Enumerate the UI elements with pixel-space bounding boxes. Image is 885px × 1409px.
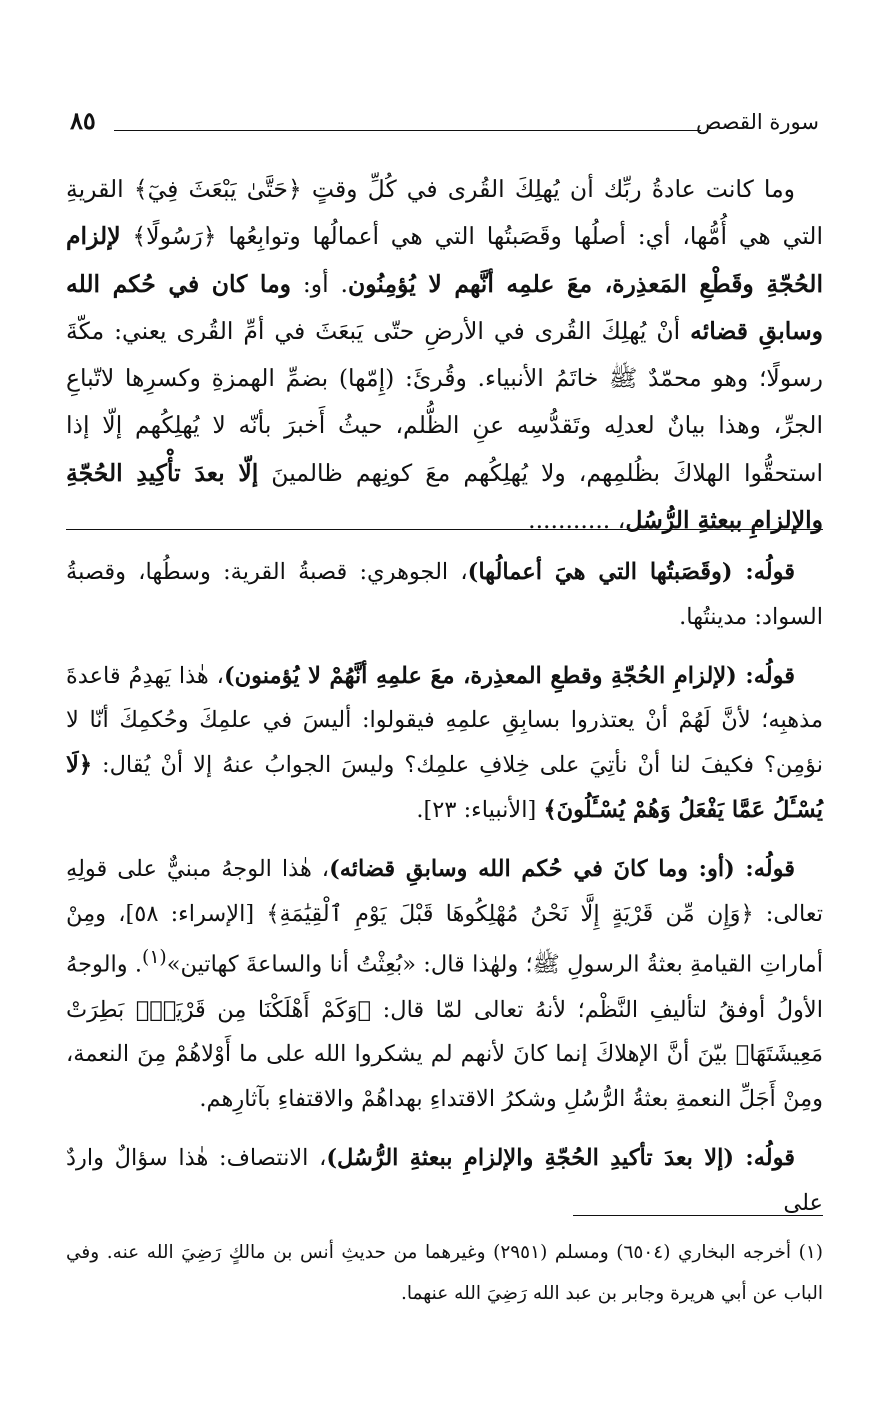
text-run: وما كانت عادةُ ربِّك أن يُهلِكَ القُرى في كُلِّ وقتٍ [301,175,795,203]
commentary-paragraph [66,847,823,1122]
text-run: ، هٰذا يَهدِمُ قاعدةَ مذهبِه؛ لأنَّ لَهُمْ أنْ يعتذروا بسابِقِ علمِهِ فيقولوا: أليسَ في علمِكَ وحُكمِكَ أنّا لا نؤمِن؟ فكيفَ لنا أنْ نأتِيَ على خِلافِ علمِك؟ وليسَ الجوابُ عنهُ إلا أنْ يُقال: [66,662,823,779]
text-run: أنْ يُهلِكَ القُرى في الأرضِ حتّى يَبعَثَ في أمِّ القُرى يعني: مكّةَ رسولًا؛ وهو محمّدٌ ﷺ خاتَمُ الأنبياء. وقُرئَ: (إِمّها) بضمِّ الهمزةِ وكسرِها لاتّباعِ الجرِّ، وهذا بيانٌ لعدلِه وتَقدُّسِه عنِ الظُّلم، حيثُ أَخبرَ بأنّه لا يُهلِكُهم إلّا إذا استحقُّوا الهلاكَ بظُلمِهم، ولا يُهلِكُهم معَ كونِهم ظالمينَ [66,316,823,487]
text-run: . والوجهُ الأولُ أوفقُ لتأليفِ النَّظْم؛ لأنهُ تعالى لمّا قال: [66,951,823,1023]
quran-quote: ﴿حَتَّىٰ يَبْعَثَ فِيٓ﴾ [133,175,302,203]
commentary-paragraph [66,550,823,640]
page-header [70,106,819,146]
text-run: ، ........... [528,506,626,535]
surah-name: سورة القصص [695,110,819,134]
footnotes [66,1232,823,1314]
main-paragraph [66,166,823,544]
text-run: بيّنَ أنَّ الإهلاكَ إنما كانَ لأنهم لم يشكروا الله على ما أَوْلاهُمْ مِنَ النعمة، ومِنْ أَجَلِّ النعمةِ بعثةُ الرُّسُلِ وشكرُ الاقتداءِ بهداهُمْ والاقتفاءِ بآثارِهم. [66,1041,823,1113]
text-run: ، الجوهري: قصبةُ القرية: وسطُها، وقصبةُ السواد: مدينتُها. [66,559,823,630]
header-rule [114,130,701,131]
bold-text: لإلزام الحُجّةِ وقَطْعِ المَعذِرة، معَ علمِه أنَّهم لا يُؤمِنُون [66,222,823,298]
text-run: . أو: [291,269,349,298]
commentary-label: قولُه: (أو: وما كانَ في حُكم الله وسابقِ قضائه) [329,855,795,882]
bold-text: وما كان في حُكم الله وسابقِ قضائه [66,269,824,345]
verse-reference: [الإسراء: ٥٨]، ومِنْ أماراتِ القيامةِ بعثةُ الرسولِ ﷺ؛ ولهٰذا قال: «بُعِثْتُ أنا والساعةَ كهاتين» [66,900,823,978]
footnote-marker[interactable]: (١) [142,947,167,969]
text-run: القريةِ التي هي أُمُّها، أي: أصلُها وقَصَبتُها التي هي أعمالُها وتوابِعُها [66,175,823,251]
bold-text: إلّا بعدَ تأْكِيدِ الحُجّةِ والإلزامِ ببعثةِ الرُّسُل [66,458,823,535]
text-run: ، الانتصاف: هٰذا سؤالٌ واردٌ على [66,1145,823,1216]
footnote-rule [573,1215,823,1216]
quran-quote: ﴿وَكَمْ أَهْلَكْنَا مِن قَرْيَةٍۭ بَطِرَتْ مَعِيشَتَهَا﴾ [66,996,823,1068]
commentary-label: قولُه: (لإلزامِ الحُجّةِ وقطعِ المعذِرة، معَ علمِهِ أنَّهُمْ لا يُؤمنون) [223,662,796,689]
page-number: ٨٥ [70,106,96,135]
footnote-1: (١) أخرجه البخاري (٦٥٠٤) ومسلم (٢٩٥١) وغيرهما من حديثِ أنس بن مالكٍ رَضِيَ الله عنه. وفي الباب عن أبي هريرة وجابر بن عبد الله رَضِيَ الله عنهما. [66,1242,823,1304]
quran-quote: ﴿لَا يُسْـَٔلُ عَمَّا يَفْعَلُ وَهُمْ يُسْـَٔلُونَ﴾ [66,752,823,823]
commentary-paragraph [66,654,823,833]
commentary [66,550,823,1240]
main-text [66,166,823,544]
quran-quote: ﴿رَسُولًا﴾ [132,222,217,251]
commentary-label: قولُه: (وقَصَبتُها التي هيَ أعمالُها) [467,559,795,585]
text-run [121,222,133,250]
commentary-label: قولُه: (إلا بعدَ تأكيدِ الحُجّةِ والإلزامِ ببعثةِ الرُّسُل) [326,1145,795,1172]
verse-reference: [الأنبياء: ٢٣]. [416,796,544,823]
commentary-rule [66,529,823,530]
quran-quote: ﴿وَإِن مِّن قَرْيَةٍ إِلَّا نَحْنُ مُهْلِكُوهَا قَبْلَ يَوْمِ ٱلْقِيَٰمَةِ﴾ [266,900,754,927]
commentary-paragraph [66,1136,823,1226]
text-run: ، هٰذا الوجهُ مبنيٌّ على قولِهِ تعالى: [66,855,823,927]
